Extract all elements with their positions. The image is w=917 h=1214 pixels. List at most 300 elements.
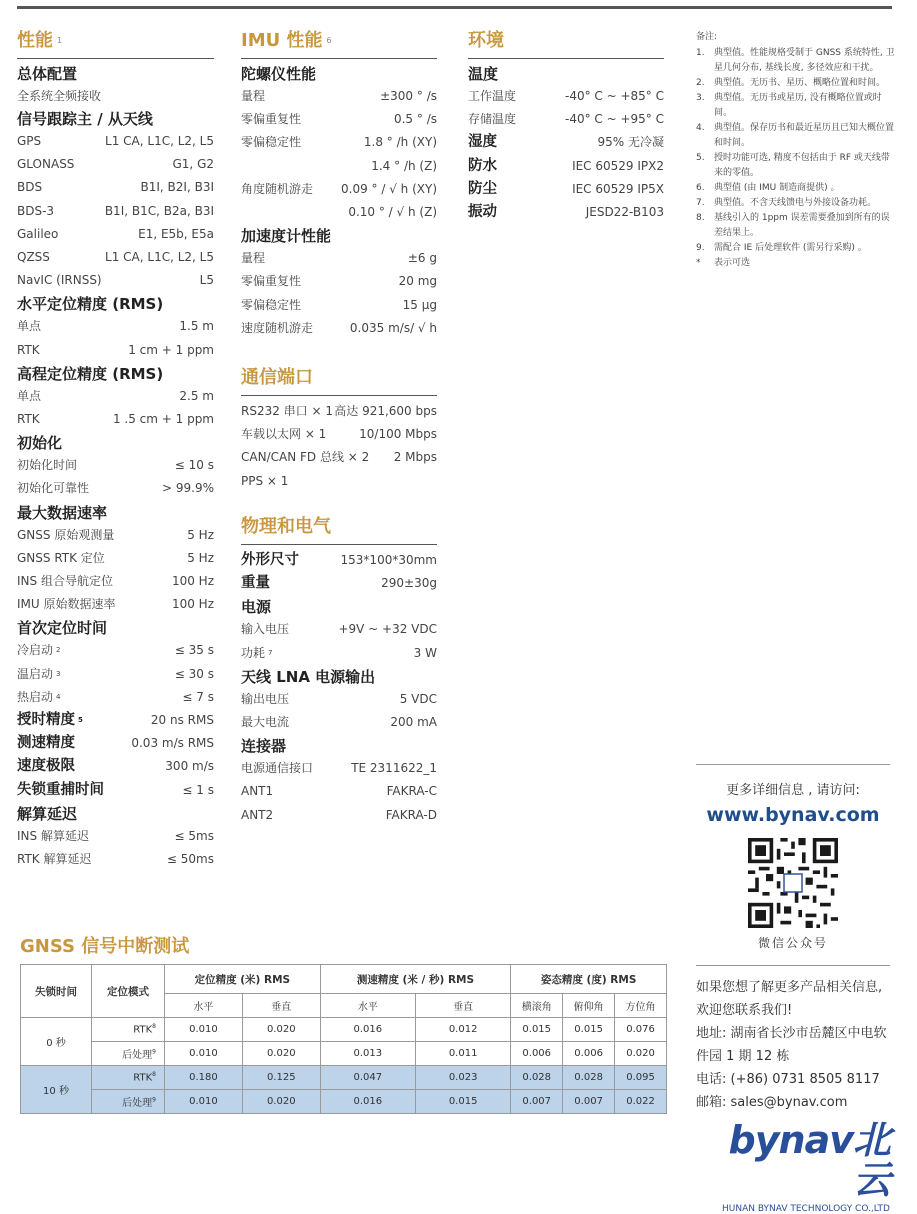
spec-value: 5 Hz: [187, 527, 214, 542]
qr-caption: 微信公众号: [757, 936, 828, 950]
value-cell: 0.015: [415, 1090, 510, 1114]
spec-label: [17, 524, 114, 547]
spec-value: -40° C ~ +85° C: [565, 89, 664, 103]
value-cell: 0.015: [511, 1018, 563, 1042]
spec-label: [241, 131, 301, 154]
value-cell: 0.020: [242, 1090, 320, 1114]
footnote-ref: 4: [56, 692, 61, 701]
table-row: [21, 1090, 667, 1114]
spec-label: [468, 201, 497, 224]
spec-label: [17, 639, 60, 662]
spec-label: [241, 642, 272, 665]
gnss-outage-table: [20, 964, 667, 1114]
spec-value: +9V ~ +32 VDC: [338, 622, 437, 637]
spec-label-text: ANT2: [241, 807, 274, 822]
spec-value: ≤ 10 s: [174, 458, 214, 473]
spec-label: [241, 757, 313, 780]
spec-label: [468, 155, 497, 178]
spec-label-text: 输入电压: [241, 622, 290, 637]
spec-label: [241, 688, 289, 711]
spec-row: [17, 709, 214, 732]
subheader-cell: 水平: [320, 994, 415, 1018]
wechat-qr-code: [748, 838, 838, 928]
spec-group-heading: 初始化: [17, 434, 63, 453]
spec-label: [468, 178, 497, 201]
spec-label: [241, 804, 273, 827]
spec-label-text: 速度随机游走: [241, 320, 314, 335]
spec-group-heading: 电源: [241, 598, 272, 617]
spec-label-text: 零偏重复性: [241, 112, 302, 127]
spec-label-text: 外形尺寸: [241, 552, 299, 568]
spec-label: [241, 247, 265, 270]
footnote-item: [696, 241, 896, 256]
spec-value: FAKRA-D: [385, 807, 437, 822]
spec-label-text: 温启动: [17, 666, 54, 681]
spec-value: 300 m/s: [165, 759, 214, 774]
spec-value: 100 Hz: [171, 574, 214, 589]
contact-line: 邮箱: sales@bynav.com: [696, 1095, 848, 1110]
spec-label: [241, 85, 265, 108]
value-cell: 0.007: [511, 1090, 563, 1114]
spec-text: 全系统全频接收: [17, 89, 102, 103]
footnote-number: 6.: [696, 183, 705, 193]
spec-value: 5 VDC: [399, 691, 437, 706]
spec-value: 2 Mbps: [393, 450, 437, 465]
imu-column: [241, 30, 437, 340]
spec-row: [17, 477, 214, 500]
spec-row: [241, 423, 437, 446]
spec-label-text: 重量: [241, 575, 270, 592]
spec-label-text: RTK: [17, 342, 40, 357]
spec-label: [17, 755, 75, 778]
spec-value: 15 μg: [402, 297, 437, 312]
spec-value: IEC 60529 IPX2: [572, 158, 664, 173]
spec-group-heading: 连接器: [241, 737, 287, 756]
spec-value: 3 W: [413, 645, 437, 660]
contact-divider: [696, 764, 890, 765]
spec-value: 153*100*30mm: [340, 553, 437, 567]
value-cell: 0.180: [165, 1066, 243, 1090]
company-name: HUNAN BYNAV TECHNOLOGY CO.,LTD: [722, 1204, 890, 1214]
value-cell: 0.028: [563, 1066, 615, 1090]
footnote-number: 8.: [696, 213, 705, 223]
spec-value: 0.03 m/s RMS: [131, 736, 214, 751]
footnote-text: 表示可选: [714, 258, 751, 268]
subheader-cell: 垂直: [242, 994, 320, 1018]
footnote-ref: 7: [268, 648, 273, 657]
spec-label: [241, 270, 301, 293]
spec-label: [241, 423, 326, 446]
spec-label: [17, 454, 77, 477]
spec-value: B1I, B1C, B2a, B3I: [104, 203, 214, 218]
spec-label: [17, 246, 50, 269]
spec-row: [468, 155, 664, 178]
spec-row: [241, 155, 437, 178]
spec-group-heading: 解算延迟: [17, 804, 78, 823]
subheader-cell: 垂直: [415, 994, 510, 1018]
spec-label: [241, 317, 313, 340]
notes-title: 备注:: [696, 32, 718, 42]
value-cell: 0.012: [415, 1018, 510, 1042]
footnote-ref: 3: [56, 669, 61, 678]
header-lock-time: 失锁时间: [21, 965, 92, 1018]
spec-row: [17, 246, 214, 269]
spec-value: 高达 921,600 bps: [334, 404, 437, 418]
spec-value: ≤ 50ms: [166, 852, 214, 867]
spec-value: 290±30g: [381, 576, 437, 591]
spec-row: [17, 176, 214, 199]
spec-label: [17, 686, 60, 709]
environment-column: [468, 30, 664, 224]
spec-value: ±6 g: [407, 251, 437, 266]
spec-label-text: 速度极限: [17, 758, 75, 775]
footnote-number: 7.: [696, 198, 705, 208]
header-position-accuracy: 定位精度 (米) RMS: [165, 965, 321, 994]
footnote-item: [696, 91, 896, 121]
spec-label: [17, 176, 42, 199]
value-cell: 0.015: [563, 1018, 615, 1042]
spec-row: [468, 108, 664, 131]
spec-label-text: RS232 串口 × 1: [241, 404, 333, 418]
spec-row: [17, 570, 214, 593]
spec-row: [17, 223, 214, 246]
spec-label-text: 量程: [241, 89, 266, 103]
spec-row: [241, 780, 437, 803]
spec-row: [241, 85, 437, 108]
footnote-item: [696, 181, 896, 196]
spec-label: [17, 732, 75, 755]
lock-time-cell: 0 秒: [21, 1018, 92, 1066]
spec-label: [17, 385, 41, 408]
spec-row: [468, 131, 664, 154]
footnote-number: 1.: [696, 48, 705, 58]
spec-row: [241, 178, 437, 201]
spec-row: [241, 642, 437, 665]
spec-value: G1, G2: [172, 157, 214, 172]
spec-row: [241, 804, 437, 827]
spec-label: [241, 780, 273, 803]
lock-time-cell: 10 秒: [21, 1066, 92, 1114]
section-title-environment: 环境: [468, 30, 664, 59]
header-mode: 定位模式: [92, 965, 165, 1018]
value-cell: 0.095: [615, 1066, 667, 1090]
spec-value: 1 cm + 1 ppm: [128, 342, 214, 357]
spec-group-heading: 天线 LNA 电源输出: [241, 667, 376, 686]
value-cell: 0.023: [415, 1066, 510, 1090]
spec-value: FAKRA-C: [386, 784, 437, 799]
footnote-item: [696, 196, 896, 211]
contact-info: [696, 976, 890, 1114]
spec-label: [468, 131, 497, 154]
spec-label-text: GNSS 原始观测量: [17, 527, 115, 542]
spec-label: [17, 547, 105, 570]
spec-label: [17, 779, 104, 802]
footnote-item: [696, 76, 896, 91]
contact-divider-2: [696, 965, 890, 966]
footnote-text: 典型值。保存历书和最近星历且已知大概位置和时间。: [714, 123, 895, 148]
footnotes: [696, 30, 896, 271]
header-attitude-accuracy: 姿态精度 (度) RMS: [511, 965, 667, 994]
spec-value: L5: [199, 273, 214, 288]
spec-group-heading: 信号跟踪主 / 从天线: [17, 110, 153, 128]
spec-value: -40° C ~ +95° C: [565, 112, 664, 127]
spec-label: [241, 178, 313, 201]
value-cell: 0.013: [320, 1042, 415, 1066]
spec-label-text: 角度随机游走: [241, 181, 314, 196]
spec-value: 1.4 ° /h (Z): [371, 158, 437, 173]
spec-label-text: INS 解算延迟: [17, 828, 89, 843]
spec-label-text: 最大电流: [241, 715, 290, 730]
spec-label-text: 防尘: [468, 180, 497, 197]
spec-label: [17, 570, 113, 593]
spec-row: [468, 85, 664, 108]
spec-value: ≤ 7 s: [182, 689, 214, 704]
spec-label: [241, 711, 289, 734]
spec-label-text: 功耗: [241, 645, 266, 660]
spec-label: [17, 709, 83, 732]
logo-mark: bynav北云: [728, 1118, 890, 1202]
spec-value: 1 .5 cm + 1 ppm: [112, 412, 214, 427]
spec-label-text: 热启动: [17, 689, 54, 704]
spec-label: [241, 400, 333, 423]
spec-label-text: NavIC (IRNSS): [17, 273, 102, 288]
table-row: [21, 1066, 667, 1090]
performance-column: [17, 30, 214, 871]
spec-value: ±300 ° /s: [380, 89, 437, 103]
spec-label-text: 测速精度: [17, 735, 75, 752]
company-logo: [696, 1120, 890, 1214]
spec-label-text: RTK 解算延迟: [17, 852, 92, 867]
spec-value: ≤ 30 s: [174, 666, 214, 681]
spec-row: [17, 200, 214, 223]
spec-value: L1 CA, L1C, L2, L5: [105, 134, 214, 148]
spec-value: 1.8 ° /h (XY): [363, 135, 437, 150]
footnote-item: [696, 256, 896, 271]
spec-row: [468, 201, 664, 224]
footnote-number: *: [696, 258, 701, 268]
table-title: GNSS 信号中断测试: [20, 936, 190, 957]
spec-row: [17, 454, 214, 477]
spec-group-heading: 高程定位精度 (RMS): [17, 364, 164, 383]
spec-value: ≤ 1 s: [182, 782, 214, 797]
contact-line: 欢迎您联系我们!: [696, 1003, 793, 1018]
spec-row: [17, 732, 214, 755]
header-velocity-accuracy: 测速精度 (米 / 秒) RMS: [320, 965, 511, 994]
value-cell: 0.028: [511, 1066, 563, 1090]
footnote-ref: 2: [56, 646, 61, 655]
footnote-number: 5.: [696, 153, 705, 163]
spec-label: [241, 618, 289, 641]
spec-value: 1.5 m: [179, 319, 214, 334]
spec-value: ≤ 5ms: [174, 828, 214, 843]
spec-label-text: QZSS: [17, 250, 50, 265]
spec-label-text: GPS: [17, 134, 42, 148]
spec-label-text: 初始化时间: [17, 458, 78, 473]
spec-label-text: 零偏重复性: [241, 274, 302, 289]
spec-row: [241, 618, 437, 641]
spec-label-text: 输出电压: [241, 691, 290, 706]
spec-row: [241, 572, 437, 595]
spec-value: L1 CA, L1C, L2, L5: [105, 250, 214, 265]
spec-group-heading: 总体配置: [17, 65, 78, 83]
spec-row: [17, 339, 214, 362]
spec-value: E1, E5b, E5a: [138, 226, 214, 241]
spec-value: TE 2311622_1: [351, 761, 437, 776]
spec-value: 20 ns RMS: [150, 713, 214, 728]
spec-label: [241, 446, 369, 469]
spec-row: [17, 408, 214, 431]
spec-row: [17, 639, 214, 662]
spec-label-text: Galileo: [17, 226, 59, 241]
mode-label: RTK: [133, 1072, 153, 1084]
spec-row: [241, 108, 437, 131]
footnote-text: 授时功能可选, 精度不包括由于 RF 或天线带来的零值。: [714, 153, 890, 178]
spec-label-text: PPS × 1: [241, 473, 289, 488]
spec-row: [468, 178, 664, 201]
spec-label: [17, 663, 60, 686]
spec-value: > 99.9%: [162, 481, 214, 496]
spec-label-text: 工作温度: [468, 89, 517, 103]
spec-label-text: BDS-3: [17, 203, 55, 218]
spec-label-text: RTK: [17, 412, 40, 427]
spec-label: [17, 200, 54, 223]
spec-label-text: IMU 原始数据速率: [17, 597, 116, 612]
value-cell: 0.022: [615, 1090, 667, 1114]
spec-label: [17, 269, 102, 292]
spec-label: [241, 108, 301, 131]
footnote-text: 典型值。无历书、星历、概略位置和时间。: [714, 78, 886, 88]
footnote-item: [696, 121, 896, 151]
spec-label: [17, 593, 116, 616]
value-cell: 0.016: [320, 1018, 415, 1042]
value-cell: 0.076: [615, 1018, 667, 1042]
value-cell: 0.006: [563, 1042, 615, 1066]
spec-row: [17, 547, 214, 570]
spec-row: [241, 201, 437, 224]
spec-label-text: 振动: [468, 204, 497, 221]
spec-label: [17, 153, 74, 176]
spec-label: [241, 572, 270, 595]
spec-group-heading: 水平定位精度 (RMS): [17, 295, 164, 314]
spec-row: [17, 663, 214, 686]
value-cell: 0.011: [415, 1042, 510, 1066]
footnote-ref: 9: [152, 1048, 156, 1056]
footnote-number: 9.: [696, 243, 705, 253]
value-cell: 0.010: [165, 1042, 243, 1066]
section-title-imu: IMU 性能 $^6$: [241, 30, 437, 59]
spec-label: [241, 549, 299, 572]
value-cell: 0.047: [320, 1066, 415, 1090]
spec-label: [17, 848, 91, 871]
website-link[interactable]: www.bynav.com: [706, 804, 880, 826]
footnote-text: 典型值。无历书或星历, 没有概略位置或时间。: [714, 93, 882, 118]
spec-label-text: 单点: [17, 388, 42, 403]
spec-row: [17, 755, 214, 778]
contact-panel: [696, 764, 890, 1114]
footnote-item: [696, 211, 896, 241]
subheader-cell: 水平: [165, 994, 243, 1018]
spec-group-heading: 温度: [468, 65, 499, 83]
spec-value: ≤ 35 s: [174, 643, 214, 658]
mode-label: 后处理: [122, 1050, 153, 1061]
footnote-text: 典型值。不含天线馈电与外接设备功耗。: [714, 198, 877, 208]
table-row: [21, 1018, 667, 1042]
spec-label-text: 授时精度: [17, 712, 75, 729]
spec-label-text: BDS: [17, 180, 43, 195]
physical-electrical-section: [241, 516, 437, 827]
spec-label: [17, 130, 41, 153]
spec-label-text: GNSS RTK 定位: [17, 550, 105, 565]
footnote-text: 需配合 IE 后处理软件 (需另行采购) 。: [714, 243, 867, 253]
spec-group-heading: 陀螺仪性能: [241, 65, 317, 83]
spec-label: [17, 339, 40, 362]
spec-row: [241, 446, 437, 469]
footnote-text: 典型值。性能规格受制于 GNSS 系统特性, 卫星几何分布, 基线长度, 多径效应和干扰。: [714, 48, 895, 73]
spec-label: [241, 470, 288, 493]
spec-value: 0.5 ° /s: [393, 112, 437, 127]
spec-label: [17, 825, 89, 848]
spec-value: JESD22-B103: [585, 205, 664, 220]
mode-cell: [92, 1090, 165, 1114]
spec-value: 2.5 m: [179, 388, 214, 403]
spec-row: [241, 247, 437, 270]
more-info-text: 更多详细信息 , 请访问:: [726, 783, 860, 798]
value-cell: 0.006: [511, 1042, 563, 1066]
value-cell: 0.020: [615, 1042, 667, 1066]
spec-row: [241, 317, 437, 340]
contact-line: 电话: (+86) 0731 8505 8117: [696, 1072, 880, 1087]
footnote-text: 典型值 (由 IMU 制造商提供) 。: [714, 183, 840, 193]
footnote-number: 4.: [696, 123, 705, 133]
mode-label: RTK: [133, 1024, 153, 1036]
spec-label: [17, 477, 89, 500]
spec-row: [17, 269, 214, 292]
spec-value: 20 mg: [398, 274, 437, 289]
spec-label: [17, 408, 40, 431]
section-title-performance: 性能 $^1$: [17, 30, 214, 59]
spec-value: 0.09 ° / √ h (XY): [341, 181, 437, 196]
spec-label-text: 冷启动: [17, 643, 54, 658]
spec-row: [241, 549, 437, 572]
spec-label: [468, 108, 516, 131]
spec-row: [17, 130, 214, 153]
spec-label-text: 车载以太网 × 1: [241, 427, 327, 442]
value-cell: 0.007: [563, 1090, 615, 1114]
spec-row: [17, 686, 214, 709]
value-cell: 0.010: [165, 1090, 243, 1114]
spec-value: B1I, B2I, B3I: [140, 180, 214, 195]
spec-value: 100 Hz: [171, 597, 214, 612]
contact-line: 如果您想了解更多产品相关信息,: [696, 980, 883, 995]
spec-label: [241, 294, 301, 317]
spec-label-text: 存储温度: [468, 112, 517, 127]
mode-cell: [92, 1042, 165, 1066]
spec-label-text: 零偏稳定性: [241, 135, 302, 150]
value-cell: 0.020: [242, 1018, 320, 1042]
spec-label-text: 电源通信接口: [241, 761, 314, 776]
spec-row: [241, 711, 437, 734]
spec-value: 95% 无冷凝: [597, 135, 664, 150]
comm-ports-section: [241, 367, 437, 493]
spec-group-heading: 首次定位时间: [17, 619, 108, 638]
spec-row: [241, 131, 437, 154]
footnote-ref: 9: [152, 1096, 156, 1104]
contact-line: 地址: 湖南省长沙市岳麓区中电软: [696, 1026, 887, 1041]
spec-row: [17, 593, 214, 616]
footnote-ref: 5: [78, 716, 83, 725]
footnote-number: 3.: [696, 93, 705, 103]
spec-row: [241, 294, 437, 317]
